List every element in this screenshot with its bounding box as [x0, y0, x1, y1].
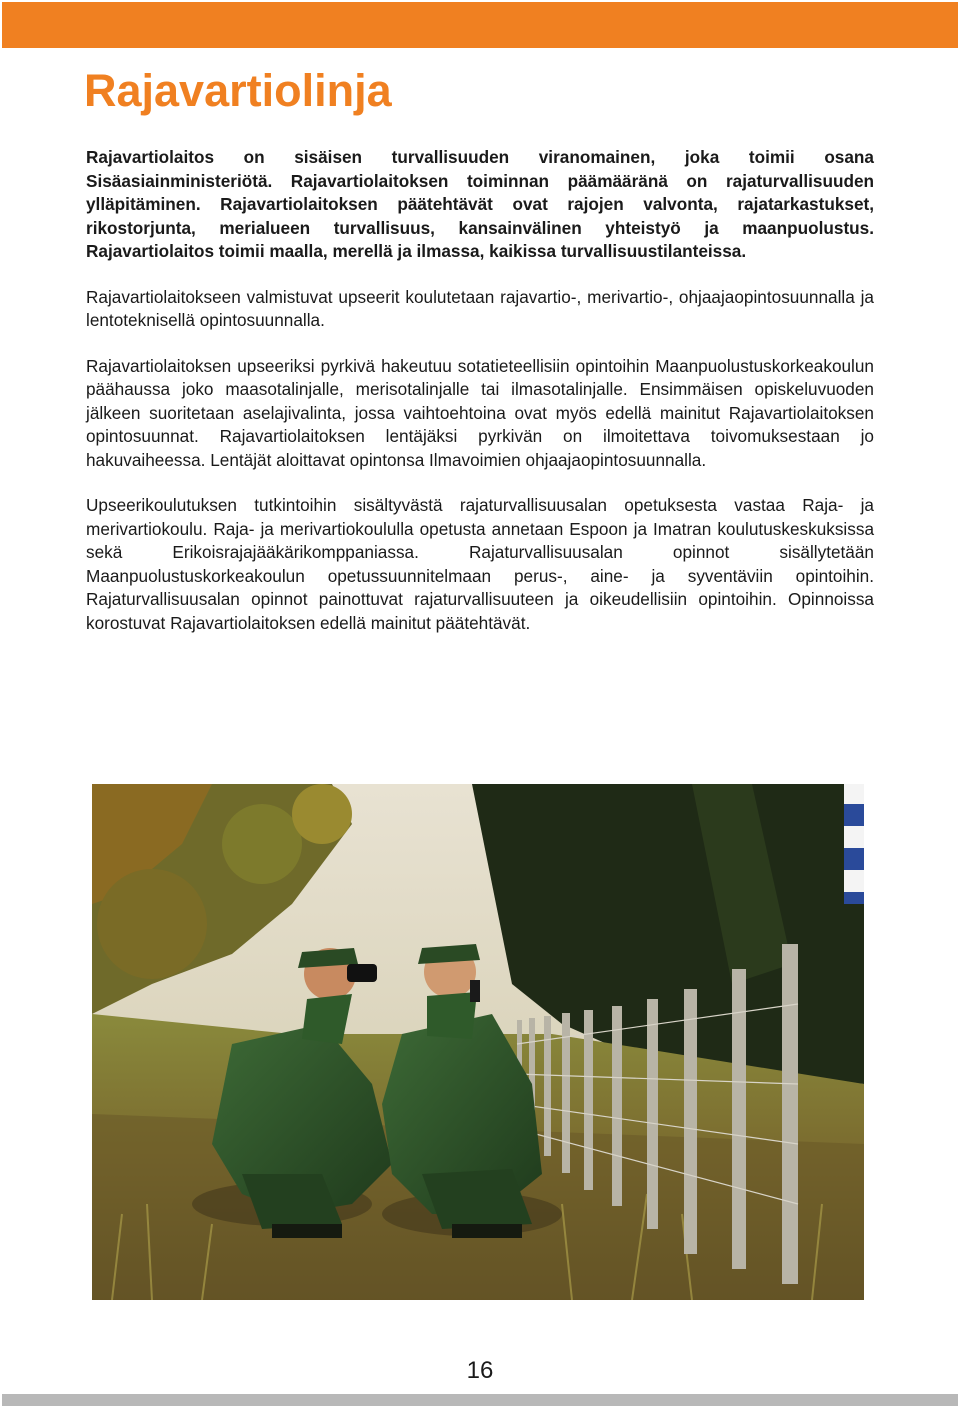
paragraph: Rajavartiolaitoksen upseeriksi pyrkivä hakeutuu sotatieteellisiin opintoihin Maanpuolustuskorkeakoulun päähaussa joko maasotalinjalle, merisotalinjalle tai ilmasotalinjalle. Ensimmäisen opiskeluvuoden jälkeen suoritetaan aselajivalinta, jossa vaihtoehtoina ovat myös edellä mainitut Rajavartiolaitoksen opintosuunnat. Rajavartiolaitoksen lentäjäksi pyrkivän on ilmoitettava toivomuksestaan jo hakuvaiheessa. Lentäjät aloittavat opintonsa Ilmavoimien ohjaajaopintosuunnalla.	[86, 355, 874, 470]
border-guards-photo	[92, 784, 864, 1300]
footer-bar	[2, 1394, 958, 1406]
paragraph: Rajavartiolaitokseen valmistuvat upseerit koulutetaan rajavartio-, merivartio-, ohjaajaopintosuunnalla ja lentoteknisellä opintosuunnalla.	[86, 286, 874, 330]
paragraph: Upseerikoulutuksen tutkintoihin sisältyvästä rajaturvallisuusalan opetuksesta vastaa Raja- ja merivartiokoulu. Raja- ja merivartiokoululla opetusta annetaan Espoon ja Imatran koulutuskeskuksissa sekä Erikoisrajajääkärikomppaniassa. Rajaturvallisuusalan opinnot sisällytetään Maanpuolustuskorkeakoulun opetussuunnitelmaan perus-, aine- ja syventäviin opintoihin. Rajaturvallisuusalan opinnot painottuvat rajaturvallisuuteen ja oikeudellisiin opintoihin. Opinnoissa korostuvat Rajavartiolaitoksen edellä mainitut päätehtävät.	[86, 495, 874, 633]
body-text	[86, 146, 874, 635]
page-number: 16	[466, 1357, 494, 1384]
header-accent-bar	[2, 2, 958, 48]
page-title: Rajavartiolinja	[84, 65, 392, 116]
intro-paragraph: Rajavartiolaitos on sisäisen turvallisuuden viranomainen, joka toimii osana Sisäasiainministeriötä. Rajavartiolaitoksen toiminnan päämääränä on rajaturvallisuuden ylläpitäminen. Rajavartiolaitoksen päätehtävät ovat rajojen valvonta, rajatarkastukset, rikostorjunta, merialueen turvallisuus, kansainvälinen yhteistyö ja maanpuolustus. Rajavartiolaitos toimii maalla, merellä ja ilmassa, kaikissa turvallisuustilanteissa.	[86, 147, 874, 261]
